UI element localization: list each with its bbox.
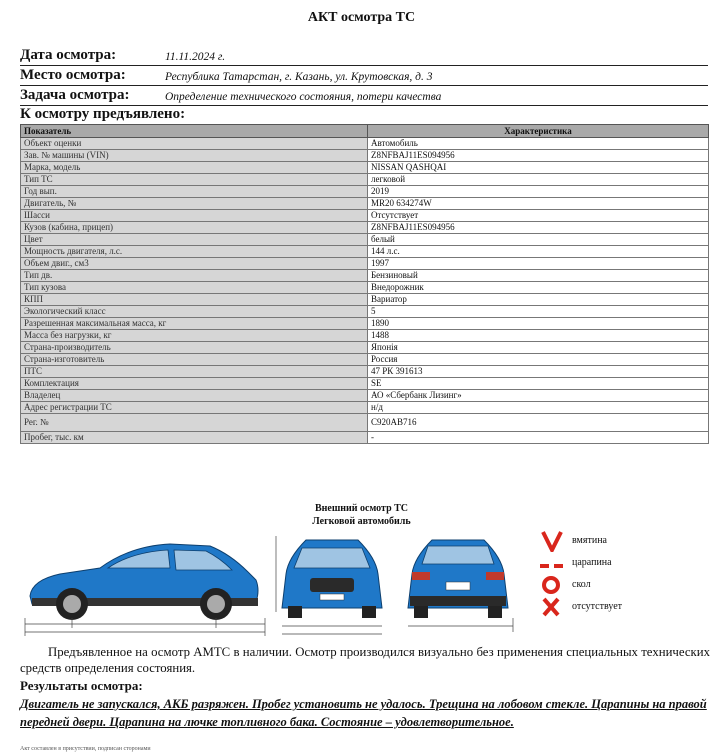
table-row <box>21 306 709 318</box>
meta-key: Дата осмотра: <box>20 47 117 63</box>
row-value: легковой <box>368 174 709 186</box>
meta-value: Республика Татарстан, г. Казань, ул. Крутовская, д. 3 <box>165 71 433 83</box>
meta-row-date <box>20 46 708 66</box>
row-key: Двигатель, № <box>21 198 368 210</box>
table-row <box>21 390 709 402</box>
row-key: Зав. № машины (VIN) <box>21 150 368 162</box>
row-key: Страна-производитель <box>21 342 368 354</box>
table-row <box>21 342 709 354</box>
table-row <box>21 366 709 378</box>
results-text: Двигатель не запускался, АКБ разряжен. Пробег установить не удалось. Трещина на лобовом стекле. Царапины на правой передней двери. Царапина на лючке топливного бака. Состояние – удовлетворительное. <box>20 697 707 729</box>
row-key: Шасси <box>21 210 368 222</box>
row-key: Масса без нагрузки, кг <box>21 330 368 342</box>
row-key: ПТС <box>21 366 368 378</box>
row-value: 1890 <box>368 318 709 330</box>
table-row <box>21 162 709 174</box>
row-key: Экологический класс <box>21 306 368 318</box>
document-title: АКТ осмотра ТС <box>307 10 416 25</box>
meta-row-task <box>20 86 708 106</box>
row-value: АО «Сбербанк Лизинг» <box>368 390 709 402</box>
missing-x-icon <box>540 596 564 618</box>
row-key: Цвет <box>21 234 368 246</box>
table-body <box>21 138 709 444</box>
row-key: Разрешенная максимальная масса, кг <box>21 318 368 330</box>
table-header-row <box>21 125 709 138</box>
row-value: Бензиновый <box>368 270 709 282</box>
table-row <box>21 294 709 306</box>
row-key: Тип дв. <box>21 270 368 282</box>
table-row <box>21 432 709 444</box>
legend-label: отсутствует <box>572 601 623 612</box>
table-row <box>21 210 709 222</box>
table-row <box>21 282 709 294</box>
row-key: Страна-изготовитель <box>21 354 368 366</box>
row-value: Отсутствует <box>368 210 709 222</box>
row-value: 2019 <box>368 186 709 198</box>
row-key: Комплектация <box>21 378 368 390</box>
chip-circle-icon <box>540 574 564 596</box>
table-row <box>21 138 709 150</box>
row-key: Тип ТС <box>21 174 368 186</box>
meta-key: Место осмотра: <box>20 67 126 83</box>
row-value: Внедорожник <box>368 282 709 294</box>
meta-row-place <box>20 66 708 86</box>
row-value: 1488 <box>368 330 709 342</box>
table-row <box>21 414 709 432</box>
row-key: КПП <box>21 294 368 306</box>
meta-value: 11.11.2024 г. <box>165 51 226 63</box>
row-value: Вариатор <box>368 294 709 306</box>
table-row <box>21 402 709 414</box>
row-value: MR20 634274W <box>368 198 709 210</box>
table-row <box>21 330 709 342</box>
table-row <box>21 198 709 210</box>
meta-key: Задача осмотра: <box>20 87 130 103</box>
legend-item-missing <box>540 596 720 618</box>
table-row <box>21 318 709 330</box>
row-key: Объект оценки <box>21 138 368 150</box>
row-value: н/д <box>368 402 709 414</box>
legend-item-dent <box>540 530 720 552</box>
header-value: Характеристика <box>368 125 709 138</box>
row-value: Z8NFBAJ11ES094956 <box>368 222 709 234</box>
row-value: SE <box>368 378 709 390</box>
row-value: - <box>368 432 709 444</box>
row-key: Владелец <box>21 390 368 402</box>
footer-fragment: Акт составлен в присутствии, подписан сторонами <box>20 746 151 752</box>
table-row <box>21 150 709 162</box>
row-value: 1997 <box>368 258 709 270</box>
row-key: Объем двиг., см3 <box>21 258 368 270</box>
row-value: Россия <box>368 354 709 366</box>
table-row <box>21 222 709 234</box>
row-value: С920АВ716 <box>368 414 709 432</box>
row-key: Кузов (кабина, прицеп) <box>21 222 368 234</box>
legend-label: царапина <box>572 557 612 568</box>
car-side-view-drawing <box>20 528 270 638</box>
table-row <box>21 378 709 390</box>
inspection-paragraph: Предъявленное на осмотр АМТС в наличии. Осмотр производился визуально без применения специальных технических средств определения состояния. <box>20 645 710 675</box>
row-value: 5 <box>368 306 709 318</box>
row-value: Японія <box>368 342 709 354</box>
row-key: Тип кузова <box>21 282 368 294</box>
header-key: Показатель <box>21 125 368 138</box>
row-value: 144 л.с. <box>368 246 709 258</box>
row-key: Марка, модель <box>21 162 368 174</box>
dent-v-icon <box>540 530 564 552</box>
row-value: белый <box>368 234 709 246</box>
legend-label: скол <box>572 579 591 590</box>
specification-table <box>20 124 709 444</box>
row-value: Автомобиль <box>368 138 709 150</box>
row-key: Рег. № <box>21 414 368 432</box>
legend-item-chip <box>540 574 720 596</box>
legend-label: вмятина <box>572 535 607 546</box>
row-value: NISSAN QASHQAI <box>368 162 709 174</box>
legend-item-scratch <box>540 552 720 574</box>
table-row <box>21 270 709 282</box>
row-key: Пробег, тыс. км <box>21 432 368 444</box>
row-key: Год вып. <box>21 186 368 198</box>
table-row <box>21 234 709 246</box>
scratch-dashes-icon <box>540 552 564 574</box>
table-row <box>21 246 709 258</box>
results-heading: Результаты осмотра: <box>20 678 143 693</box>
exterior-subtitle: Легковой автомобиль <box>312 516 411 527</box>
table-row <box>21 354 709 366</box>
car-front-view-drawing <box>272 528 392 638</box>
row-value: 47 РК 391613 <box>368 366 709 378</box>
car-rear-view-drawing <box>398 528 518 638</box>
presented-heading: К осмотру предъявлено: <box>20 106 186 122</box>
table-row <box>21 174 709 186</box>
meta-value: Определение технического состояния, потери качества <box>165 91 442 103</box>
row-key: Мощность двигателя, л.с. <box>21 246 368 258</box>
row-key: Адрес регистрации ТС <box>21 402 368 414</box>
exterior-title: Внешний осмотр ТС <box>314 503 409 514</box>
table-row <box>21 186 709 198</box>
row-value: Z8NFBAJ11ES094956 <box>368 150 709 162</box>
table-row <box>21 258 709 270</box>
